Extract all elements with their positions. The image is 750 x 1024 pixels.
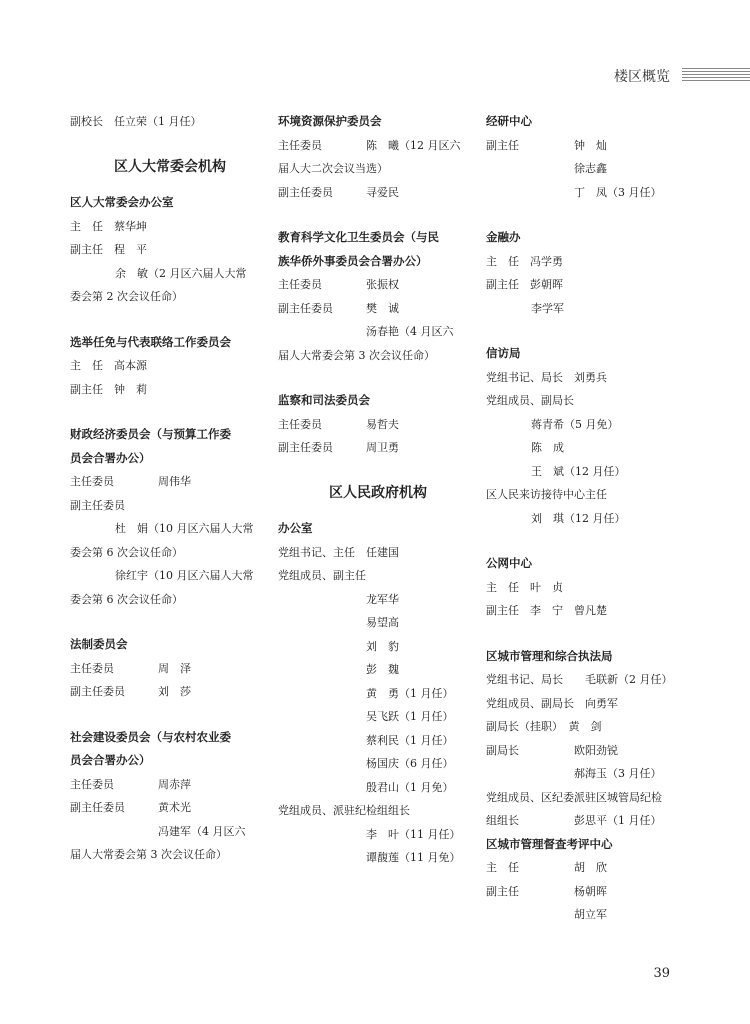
entry-line: 届人大常委会第 3 次会议任命） xyxy=(70,848,227,861)
major-heading: 区人民政府机构 xyxy=(329,484,427,501)
entry-line: 杨国庆（6 月任） xyxy=(366,757,454,770)
entry-line: 黄 勇（1 月任） xyxy=(366,686,454,700)
entry-line: 党组书记、局长 毛联新（2 月任） xyxy=(486,673,673,686)
entry-line: 委会第 2 次会议任命） xyxy=(70,290,183,303)
section-heading: 环境资源保护委员会 xyxy=(278,114,382,128)
entry-line: 易望高 xyxy=(366,616,399,629)
column-3 xyxy=(486,110,686,927)
entry-line: 杜 娟（10 月区六届人大常 xyxy=(115,522,254,535)
section-heading: 金融办 xyxy=(486,230,521,244)
entry-line: 党组成员、副主任 xyxy=(278,569,366,582)
entry-line: 王 斌（12 月任） xyxy=(531,464,626,478)
entry-line: 李学军 xyxy=(531,301,564,315)
entry-line: 主 任 高本源 xyxy=(70,359,147,372)
entry-line: 区人民来访接待中心主任 xyxy=(486,488,607,501)
entry-line: 副主任 钟 灿 xyxy=(486,138,607,152)
entry-line: 陈 成 xyxy=(531,441,564,454)
entry-line: 吴飞跃（1 月任） xyxy=(366,710,454,723)
entry-line: 副主任委员 黄术光 xyxy=(70,801,191,814)
section-heading: 区城市管理督查考评中心 xyxy=(486,836,613,851)
entry-line: 主任委员 周赤萍 xyxy=(70,777,191,791)
entry-line: 郝海玉（3 月任） xyxy=(574,767,662,780)
entry-line: 余 敏（2 月区六届人大常 xyxy=(115,266,247,280)
entry-line: 党组成员、派驻纪检组组长 xyxy=(278,804,410,817)
entry-line: 主任委员 易哲夫 xyxy=(278,417,399,431)
section-heading: 经研中心 xyxy=(486,114,532,128)
column-2 xyxy=(278,110,478,870)
entry-line: 党组成员、副局长 向勇军 xyxy=(486,696,618,710)
entry-line: 主任委员 周伟华 xyxy=(70,475,191,488)
page-number: 39 xyxy=(653,966,670,981)
entry-line: 主任委员 张振权 xyxy=(278,278,399,291)
section-heading: 办公室 xyxy=(278,521,313,535)
section-heading: 员会合署办公） xyxy=(70,450,151,465)
entry-line: 李 叶（11 月任） xyxy=(366,827,461,841)
entry-line: 副主任 李 宁 曾凡楚 xyxy=(486,604,607,617)
entry-line: 彭 魏 xyxy=(366,663,399,676)
entry-line: 殷君山（1 月免） xyxy=(366,780,454,794)
header-rule-decoration xyxy=(682,68,750,82)
entry-line: 组组长 彭思平（1 月任） xyxy=(486,814,662,827)
entry-line: 党组成员、区纪委派驻区城管局纪检 xyxy=(486,790,662,804)
entry-line: 委会第 6 次会议任命） xyxy=(70,592,183,606)
entry-line: 主 任 冯学勇 xyxy=(486,254,563,268)
entry-line: 届人大二次会议当选） xyxy=(278,162,388,175)
entry-line: 刘 豹 xyxy=(366,639,399,653)
entry-line: 丁 凤（3 月任） xyxy=(574,185,662,199)
section-heading: 族华侨外事委员会合署办公） xyxy=(278,253,428,268)
entry-line: 党组成员、副局长 xyxy=(486,394,574,407)
section-heading: 员会合署办公） xyxy=(70,753,151,767)
entry-line: 副局长（挂职） 黄 剑 xyxy=(486,720,602,733)
entry-line: 副主任 程 平 xyxy=(70,243,147,256)
entry-line: 胡立军 xyxy=(574,908,607,921)
entry-line: 徐红宇（10 月区六届人大常 xyxy=(115,569,254,582)
entry-line: 副主任委员 寻爱民 xyxy=(278,185,399,199)
entry-line: 主 任 胡 欣 xyxy=(486,861,607,874)
entry-line: 主 任 叶 贞 xyxy=(486,580,563,594)
section-heading: 财政经济委员会（与预算工作委 xyxy=(70,427,231,441)
entry-line: 汤春艳（4 月区六 xyxy=(366,325,454,338)
section-heading: 社会建设委员会（与农村农业委 xyxy=(70,729,231,744)
section-heading: 公网中心 xyxy=(486,556,532,570)
header-title: 楼区概览 xyxy=(614,69,670,85)
entry-line: 副主任委员 周卫勇 xyxy=(278,441,399,454)
section-heading: 信访局 xyxy=(486,346,521,360)
entry-line: 主任委员 周 泽 xyxy=(70,661,191,675)
entry-line: 蒋青希（5 月免） xyxy=(531,417,619,431)
entry-line: 副主任委员 樊 诚 xyxy=(278,301,399,315)
entry-line: 副主任 杨朝晖 xyxy=(486,884,607,898)
entry-line: 党组书记、主任 任建国 xyxy=(278,545,399,559)
entry-line: 届人大常委会第 3 次会议任命） xyxy=(278,348,435,362)
entry-line: 刘 琪（12 月任） xyxy=(531,511,626,525)
entry-line: 副主任委员 xyxy=(70,498,125,512)
section-heading: 教育科学文化卫生委员会（与民 xyxy=(278,230,439,244)
entry-line: 副主任 钟 莉 xyxy=(70,382,147,396)
entry-line: 主 任 蔡华坤 xyxy=(70,219,147,233)
entry-line: 委会第 6 次会议任命） xyxy=(70,545,183,559)
entry-line: 副局长 欧阳劲锐 xyxy=(486,743,618,757)
entry-line: 龙军华 xyxy=(366,592,399,606)
major-heading: 区人大常委会机构 xyxy=(114,158,226,175)
entry-line: 主任委员 陈 曦（12 月区六 xyxy=(278,138,461,152)
section-heading: 区人大常委会办公室 xyxy=(70,195,174,209)
entry-line: 蔡利民（1 月任） xyxy=(366,733,454,747)
entry-line: 谭馥莲（11 月免） xyxy=(366,851,461,864)
section-heading: 法制委员会 xyxy=(70,637,128,651)
section-heading: 区城市管理和综合执法局 xyxy=(486,648,613,663)
column-1 xyxy=(70,110,270,867)
running-header xyxy=(450,64,750,88)
entry-line: 党组书记、局长 刘勇兵 xyxy=(486,370,607,384)
entry-line: 徐志鑫 xyxy=(574,162,607,175)
entry-line: 副主任委员 刘 莎 xyxy=(70,685,191,698)
section-heading: 选举任免与代表联络工作委员会 xyxy=(70,334,231,349)
entry-line: 冯建军（4 月区六 xyxy=(158,824,246,838)
entry-line: 副校长 任立荣（1 月任） xyxy=(70,115,202,128)
section-heading: 监察和司法委员会 xyxy=(278,393,370,407)
entry-line: 副主任 彭朝晖 xyxy=(486,278,563,291)
